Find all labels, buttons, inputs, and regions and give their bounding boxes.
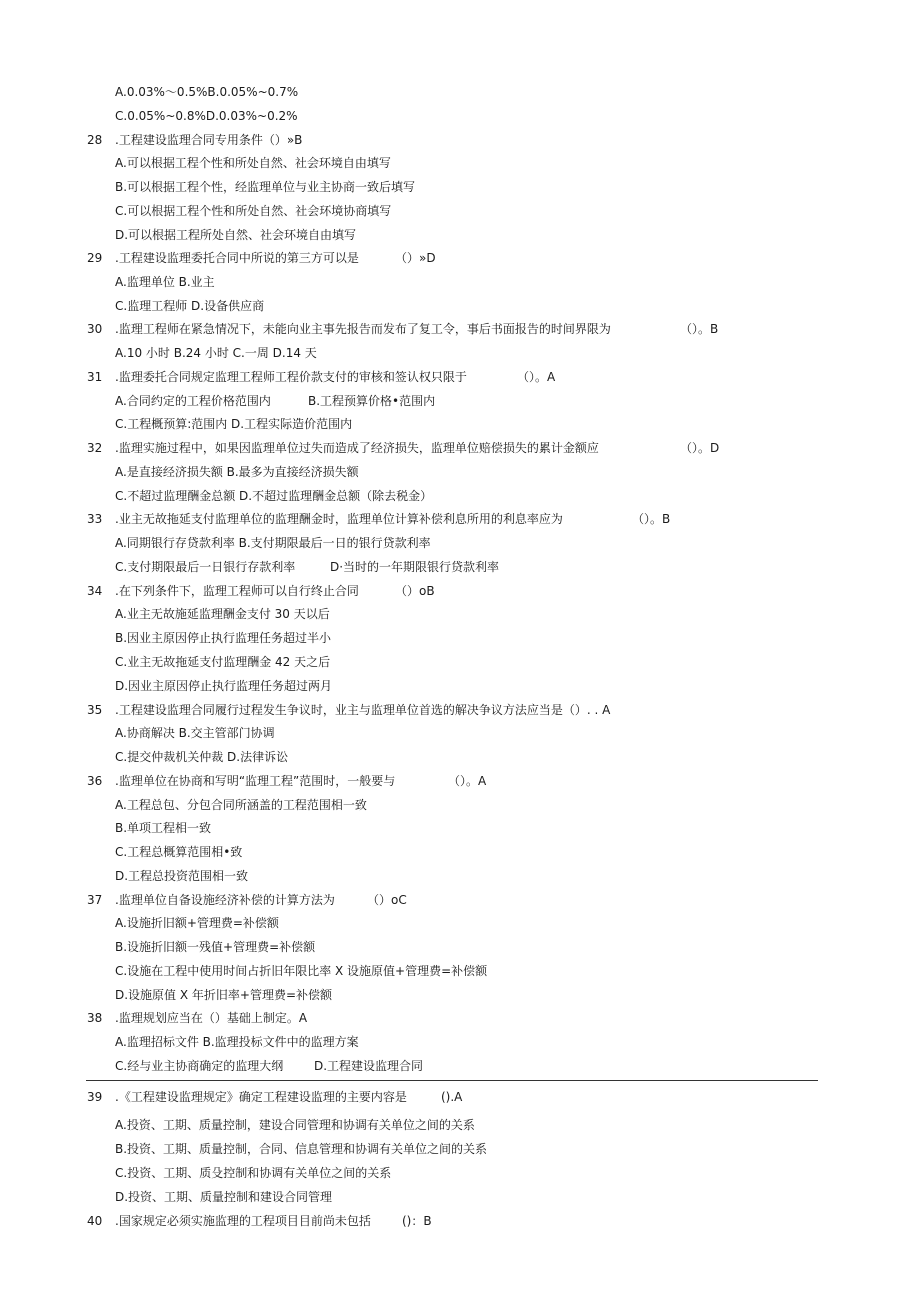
question-text: .国家规定必须实施监理的工程项目目前尚未包括 bbox=[115, 1214, 371, 1228]
option-text: C.工程总概算范围相•致 bbox=[115, 845, 243, 859]
option-text: A.监理单位 B.业主 bbox=[115, 275, 215, 289]
option-text: C.监理工程师 D.设备供应商 bbox=[115, 299, 265, 313]
question-number: 39 bbox=[87, 1090, 103, 1104]
option-text: B.设施折旧额一残值+管理费=补偿额 bbox=[115, 940, 316, 954]
question-number: 36 bbox=[87, 774, 103, 788]
option-text: A.10 小时 B.24 小时 C.一周 D.14 天 bbox=[115, 346, 317, 360]
option-text: A.工程总包、分包合同所涵盖的工程范围相一致 bbox=[115, 798, 367, 812]
answer-marker: （）oC bbox=[367, 893, 407, 907]
question-number: 34 bbox=[87, 584, 103, 598]
option-text: D.因业主原因停止执行监理任务超过两月 bbox=[115, 679, 333, 693]
answer-marker: （）。B bbox=[680, 322, 719, 336]
question-text: .工程建设监理合同专用条件（）»B bbox=[115, 133, 303, 147]
option-text: A.0.03%～0.5%B.0.05%~0.7% bbox=[115, 85, 299, 99]
answer-marker: （）。A bbox=[448, 774, 487, 788]
answer-marker: （）。B bbox=[632, 512, 671, 526]
answer-marker: （）。D bbox=[680, 441, 720, 455]
answer-marker: （）»D bbox=[395, 251, 436, 265]
option-text: D.可以根据工程所处自然、社会环境自由填写 bbox=[115, 228, 357, 242]
option-text: B.因业主原因停止执行监理任务超过半小 bbox=[115, 631, 332, 645]
answer-marker: （）。A bbox=[517, 370, 556, 384]
option-text: A.协商解决 B.交主管部门协调 bbox=[115, 726, 275, 740]
question-text: .在下列条件下，监理工程师可以自行终止合同 bbox=[115, 584, 359, 598]
option-text: C.工程概预算:范围内 D.工程实际造价范围内 bbox=[115, 417, 353, 431]
question-text: .监理单位在协商和写明“监理工程”范围时，一般要与 bbox=[115, 774, 396, 788]
option-text: C.提交仲裁机关仲裁 D.法律诉讼 bbox=[115, 750, 289, 764]
question-number: 38 bbox=[87, 1011, 103, 1025]
question-number: 32 bbox=[87, 441, 103, 455]
question-number: 28 bbox=[87, 133, 103, 147]
question-number: 40 bbox=[87, 1214, 103, 1228]
question-text: .监理规划应当在（）基础上制定。A bbox=[115, 1011, 308, 1025]
option-text: C.设施在工程中使用时间占折旧年限比率 X 设施原值+管理费=补偿额 bbox=[115, 964, 488, 978]
question-text: .《工程建设监理规定》确定工程建设监理的主要内容是 bbox=[115, 1090, 407, 1104]
horizontal-divider bbox=[86, 1080, 818, 1081]
question-text: .工程建设监理委托合同中所说的第三方可以是 bbox=[115, 251, 359, 265]
option-text-second: B.工程预算价格•范围内 bbox=[308, 394, 436, 408]
question-text: .监理单位自备设施经济补偿的计算方法为 bbox=[115, 893, 335, 907]
option-text: A.设施折旧额+管理费=补偿额 bbox=[115, 916, 279, 930]
answer-marker: ()：B bbox=[402, 1214, 432, 1228]
option-text: A.监理招标文件 B.监理投标文件中的监理方案 bbox=[115, 1035, 359, 1049]
question-text: .监理委托合同规定监理工程师工程价款支付的审核和签认权只限于 bbox=[115, 370, 467, 384]
option-text: C.经与业主协商确定的监理大纲 bbox=[115, 1059, 284, 1073]
option-text: C.可以根据工程个性和所处自然、社会环境协商填写 bbox=[115, 204, 392, 218]
question-text: .监理实施过程中，如果因监理单位过失而造成了经济损失，监理单位赔偿损失的累计金额应 bbox=[115, 441, 599, 455]
option-text: D.工程总投资范围相一致 bbox=[115, 869, 249, 883]
question-text: .监理工程师在紧急情况下，未能向业主事先报告而发布了复工令，事后书面报告的时间界限为 bbox=[115, 322, 611, 336]
option-text: C.支付期限最后一日银行存款利率 bbox=[115, 560, 296, 574]
question-number: 35 bbox=[87, 703, 103, 717]
option-text: A.是直接经济损失额 B.最多为直接经济损失额 bbox=[115, 465, 359, 479]
answer-marker: （）oB bbox=[395, 584, 435, 598]
option-text: C.不超过监理酬金总额 D.不超过监理酬金总额（除去税金） bbox=[115, 489, 433, 503]
option-text: A.合同约定的工程价格范围内 bbox=[115, 394, 271, 408]
question-number: 31 bbox=[87, 370, 103, 384]
option-text: D.设施原值 X 年折旧率+管理费=补偿额 bbox=[115, 988, 333, 1002]
question-number: 29 bbox=[87, 251, 103, 265]
question-number: 33 bbox=[87, 512, 103, 526]
question-number: 30 bbox=[87, 322, 103, 336]
option-text: A.业主无故施延监理酬金支付 30 天以后 bbox=[115, 607, 330, 621]
option-text: C.投资、工期、质殳控制和协调有关单位之间的关系 bbox=[115, 1166, 392, 1180]
answer-marker: ().A bbox=[441, 1090, 463, 1104]
option-text-second: D.工程建设监理合同 bbox=[314, 1059, 424, 1073]
option-text: A.可以根据工程个性和所处自然、社会环境自由填写 bbox=[115, 156, 391, 170]
option-text: C.0.05%~0.8%D.0.03%~0.2% bbox=[115, 109, 298, 123]
option-text: B.投资、工期、质量控制，合同、信息管理和协调有关单位之间的关系 bbox=[115, 1142, 488, 1156]
option-text: D.投资、工期、质量控制和建设合同管理 bbox=[115, 1190, 333, 1204]
question-text: .业主无故拖延支付监理单位的监理酬金时，监理单位计算补偿利息所用的利息率应为 bbox=[115, 512, 563, 526]
option-text: A.投资、工期、质量控制，建设合同管理和协调有关单位之间的关系 bbox=[115, 1118, 475, 1132]
option-text: C.业主无故拖延支付监理酬金 42 天之后 bbox=[115, 655, 331, 669]
option-text: B.单项工程相一致 bbox=[115, 821, 212, 835]
option-text: B.可以根据工程个性，经监理单位与业主协商一致后填写 bbox=[115, 180, 416, 194]
question-text: .工程建设监理合同履行过程发生争议时，业主与监理单位首选的解决争议方法应当是（）. . A bbox=[115, 703, 611, 717]
option-text: A.同期银行存贷款利率 B.支付期限最后一日的银行贷款利率 bbox=[115, 536, 431, 550]
option-text-second: D·当时的一年期限银行贷款利率 bbox=[330, 560, 500, 574]
question-number: 37 bbox=[87, 893, 103, 907]
